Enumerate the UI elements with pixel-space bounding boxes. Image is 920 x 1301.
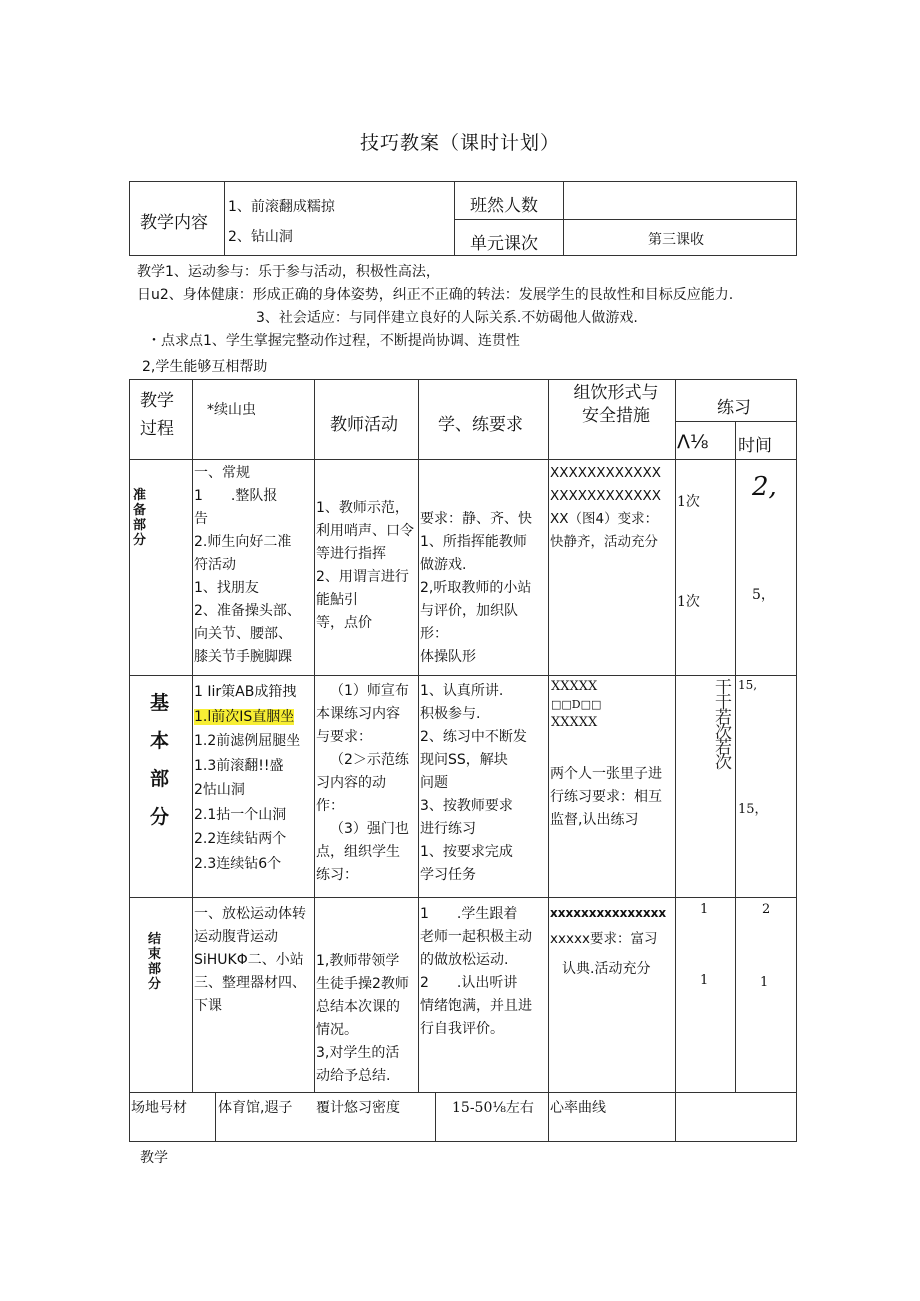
unit-label: 单元课次 <box>470 234 538 254</box>
basic-student-line: 现问SS，解块 <box>420 752 508 768</box>
end-teacher-line: 生徒手操2教师 <box>316 976 409 992</box>
end-content-line: 下课 <box>194 998 222 1014</box>
density-label: 覆计悠习密度 <box>316 1100 400 1116</box>
basic-content-line: 2.1拈一个山洞 <box>194 806 287 823</box>
col-practice-header: 练习 <box>717 398 751 418</box>
basic-student-line: 问题 <box>420 775 448 791</box>
col-teacher-header: 教师活动 <box>330 415 398 435</box>
prep-content-line: 膝关节手腕脚踝 <box>194 649 292 665</box>
basic-section-label: 基本部分 <box>150 692 170 828</box>
prep-content <box>194 462 314 675</box>
prep-student-line: 1、所指挥能教师 <box>420 534 527 550</box>
prep-count: 1次 <box>677 594 700 610</box>
end-org-line: xxxxxxxxxxxxxxx <box>550 906 667 920</box>
prep-org-line: 快静齐，活动充分 <box>550 534 658 550</box>
basic-content-line: 1.2前滤例屈腿坐 <box>194 733 301 749</box>
end-student-line: 行自我评价。 <box>420 1021 504 1037</box>
end-teacher-line: 1,教师带领学 <box>316 953 400 969</box>
prep-student-line: 做游戏. <box>420 557 467 573</box>
prep-student-line: 与评价，加织队 <box>420 603 518 619</box>
prep-content-line: 告 <box>194 511 208 527</box>
basic-teacher-line: 与要求： <box>316 729 372 745</box>
basic-org-line: XXXXX <box>551 715 598 730</box>
prep-teacher-line: 利用哨声、口令 <box>316 523 414 539</box>
col-org-header: 组饮形式与安全措施 <box>573 383 659 426</box>
prep-student-line: 形： <box>420 626 448 642</box>
col-content-header: *续山虫 <box>207 402 256 418</box>
teaching-reflection-label: 教学 <box>140 1150 168 1166</box>
basic-count: 干干若次若次 <box>711 678 731 768</box>
end-time: 2 <box>762 902 771 917</box>
basic-student-line: 进行练习 <box>420 821 476 837</box>
basic-teacher-line: （1）师宣布 <box>330 683 409 699</box>
basic-content <box>194 680 314 896</box>
end-count: 1 <box>700 902 709 917</box>
end-content <box>194 903 314 1033</box>
prep-teacher <box>316 497 418 647</box>
basic-teacher-line: （2＞示范练 <box>330 752 409 768</box>
basic-org-text-line: 行练习要求：相互 <box>550 789 662 805</box>
venue-value: 体育馆,遐子 <box>218 1100 293 1116</box>
basic-content-line: 1 Iir策AB成箝拽 <box>194 684 297 700</box>
prep-teacher-line: 1、教师示范， <box>316 500 409 516</box>
basic-org-formation <box>551 678 601 732</box>
key-point-line: 2,学生能够互相帮助 <box>142 359 268 375</box>
basic-org-line: □□D□□ <box>551 698 602 711</box>
content-item: 2、钻山洞 <box>228 229 293 245</box>
prep-count: 1次 <box>677 494 700 510</box>
prep-teacher-line: 能鮎引 <box>316 592 358 608</box>
prep-content-line: 一、常规 <box>194 465 250 481</box>
content-label: 教学内容 <box>140 213 208 233</box>
end-teacher-line: 动给予总结. <box>316 1068 391 1084</box>
end-student-line: 1 .学生跟着 <box>420 906 518 922</box>
end-teacher <box>316 950 418 1092</box>
basic-teacher-line: 本课练习内容 <box>316 706 400 722</box>
class-size-label: 班然人数 <box>470 196 538 216</box>
basic-content-line: 2.2连续钻两个 <box>194 831 287 847</box>
col-student-header: 学、练要求 <box>438 415 523 435</box>
unit-value: 第三课收 <box>648 232 704 248</box>
content-item: 1、前滚翻成糯掠 <box>228 199 335 215</box>
end-student-line: 2 .认出听讲 <box>420 975 518 991</box>
prep-student-line: 要求：静、齐、快 <box>420 511 532 527</box>
end-org <box>550 902 676 1002</box>
end-teacher-line: 情况。 <box>316 1022 358 1038</box>
end-time: 1 <box>760 975 769 990</box>
end-student-line: 的做放松运动. <box>420 952 509 968</box>
end-content-line: 三、整理器材四、 <box>194 975 306 991</box>
objective-line: 教学1、运动参与：乐于参与活动，积极性高法， <box>137 264 440 280</box>
density-value: 15-50⅛左右 <box>452 1100 534 1116</box>
key-point-line: ・点求点1、学生掌握完整动作过程，不断提尚协调、连贯性 <box>147 333 520 349</box>
basic-content-highlighted: 1.l前次IS直胭坐 <box>194 708 295 725</box>
prep-time: 2, <box>752 472 777 502</box>
end-section-label: 结束部分 <box>148 932 162 992</box>
basic-teacher-line: 点，组织学生 <box>316 844 400 860</box>
prep-teacher-line: 2、用谓言进行 <box>316 569 409 585</box>
prep-org-line: XX（图4）变求： <box>550 511 659 527</box>
col-process-header: 教学过程 <box>140 391 174 439</box>
col-time-header: 时间 <box>738 436 772 456</box>
prep-content-line: 1 .整队报 <box>194 488 278 504</box>
basic-teacher <box>316 680 418 896</box>
basic-org-text <box>550 763 676 835</box>
prep-org-line: XXXXXXXXXXXX <box>550 465 661 481</box>
prep-student-line: 体操队形 <box>420 649 476 665</box>
objective-line: 日u2、身体健康：形成正确的身体姿势，纠正不正确的转法：发展学生的艮故性和目标反应能力. <box>137 287 734 303</box>
end-count: 1 <box>700 973 709 988</box>
basic-student-line: 1、认真所讲. <box>420 683 504 699</box>
prep-org <box>550 462 676 562</box>
prep-student-line: 2,听取教师的小站 <box>420 580 532 596</box>
basic-student-line: 积极参与. <box>420 706 481 722</box>
basic-org-line: XXXXX <box>551 679 598 694</box>
objective-line: 3、社会适应：与同伴建立良好的人际关系.不妨碣他人做游戏. <box>256 310 638 326</box>
basic-student-line: 学习任务 <box>420 867 476 883</box>
heart-rate-label: 心率曲线 <box>550 1100 606 1116</box>
basic-teacher-line: 作： <box>316 798 344 814</box>
prep-section-label: 准备部分 <box>133 488 147 548</box>
basic-teacher-line: 练习： <box>316 867 358 883</box>
basic-content-line <box>194 705 314 730</box>
end-org-line: xxxxx要求：富习 <box>550 931 658 947</box>
end-content-line: 运动腹背运动 <box>194 929 278 945</box>
basic-content-line: 2.3连续钻6个 <box>194 855 282 872</box>
basic-org-text-line: 监督,认出练习 <box>550 812 639 828</box>
prep-org-line: XXXXXXXXXXXX <box>550 488 661 504</box>
prep-content-line: 2.师生向好二准 <box>194 534 292 550</box>
basic-student-line: 1、按要求完成 <box>420 844 513 860</box>
page-title: 技巧教案（课时计划） <box>359 132 560 154</box>
basic-teacher-line: （3）强门也 <box>330 821 409 837</box>
basic-student <box>420 680 548 896</box>
prep-content-line: 符活动 <box>194 557 236 573</box>
basic-time: 15, <box>738 678 758 692</box>
basic-student-line: 2、练习中不断发 <box>420 729 527 745</box>
basic-content-line: 1.3前滚翻!!盛 <box>194 757 284 774</box>
end-student-line: 情绪饱满，并且进 <box>420 998 532 1014</box>
prep-content-line: 2、准备操头部、 <box>194 603 301 619</box>
end-teacher-line: 3,对学生的活 <box>316 1045 400 1061</box>
end-student-line: 老师一起积极主动 <box>420 929 532 945</box>
prep-teacher-line: 等进行指挥 <box>316 546 386 562</box>
end-org-line: 认典.活动充分 <box>562 961 651 977</box>
end-teacher-line: 总结本次课的 <box>316 999 400 1015</box>
basic-org-text-line: 两个人一张里子进 <box>550 766 662 782</box>
prep-student <box>420 508 548 674</box>
basic-content-line: 2怙山洞 <box>194 782 245 798</box>
venue-label: 场地号材 <box>131 1100 187 1116</box>
basic-teacher-line: 习内容的动 <box>316 775 386 791</box>
basic-time: 15， <box>738 802 768 817</box>
basic-student-line: 3、按教师要求 <box>420 798 513 814</box>
prep-time: 5， <box>752 587 775 603</box>
col-count-header: Λ⅛ <box>677 431 709 453</box>
prep-teacher-line: 等，点价 <box>316 615 372 631</box>
end-content-line: 一、放松运动体转 <box>194 906 306 922</box>
prep-content-line: 1、找朋友 <box>194 580 259 596</box>
end-content-line: SiHUKΦ二、小站 <box>194 952 304 968</box>
prep-content-line: 向关节、腰部、 <box>194 626 292 642</box>
end-student <box>420 903 548 1045</box>
